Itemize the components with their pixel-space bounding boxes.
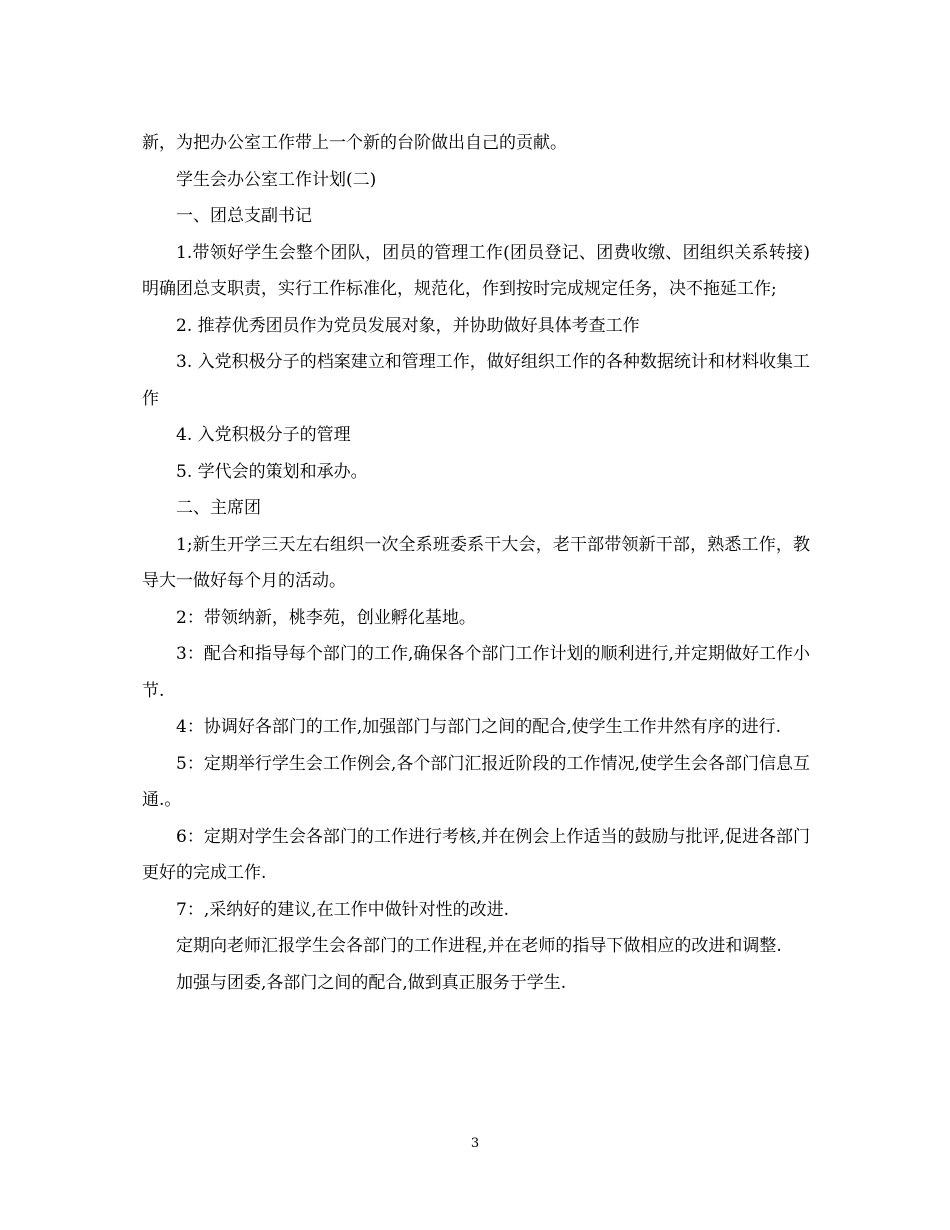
paragraph-9: 二、主席团 — [176, 498, 261, 518]
paragraph-4: 1.带领好学生会整个团队，团员的管理工作(团员登记、团费收缴、团组织关系转接)明确团总支职责，实行工作标准化，规范化，作到按时完成规定任务，决不拖延工作; — [142, 242, 810, 299]
page-number: 3 — [470, 1136, 480, 1151]
paragraph-7: 4. 入党积极分子的管理 — [176, 425, 351, 445]
paragraph-8: 5. 学代会的策划和承办。 — [176, 461, 368, 482]
paragraph-12: 3：配合和指导每个部门的工作,确保各个部门工作计划的顺利进行,并定期做好工作小节. — [142, 644, 810, 701]
paragraph-17: 定期向老师汇报学生会各部门的工作进程,并在老师的指导下做相应的改进和调整. — [176, 936, 782, 956]
paragraph-15: 6：定期对学生会各部门的工作进行考核,并在例会上作适当的鼓励与批评,促进各部门更好的完成工作. — [142, 826, 810, 883]
paragraph-10: 1;新生开学三天左右组织一次全系班委系干大会，老干部带领新干部，熟悉工作，教导大一做好每个月的活动。 — [142, 534, 810, 591]
paragraph-13: 4：协调好各部门的工作,加强部门与部门之间的配合,使学生工作井然有序的进行. — [176, 717, 782, 737]
paragraph-11: 2：带领纳新，桃李苑，创业孵化基地。 — [176, 607, 476, 628]
paragraph-3: 一、团总支副书记 — [176, 206, 312, 226]
paragraph-1: 新，为把办公室工作带上一个新的台阶做出自己的贡献。 — [142, 133, 567, 153]
paragraph-16: 7：,采纳好的建议,在工作中做针对性的改进. — [176, 899, 510, 920]
paragraph-5: 2. 推荐优秀团员作为党员发展对象，并协助做好具体考查工作 — [176, 315, 640, 336]
paragraph-18: 加强与团委,各部门之间的配合,做到真正服务于学生. — [176, 972, 567, 993]
paragraph-14: 5：定期举行学生会工作例会,各个部门汇报近阶段的工作情况,使学生会各部门信息互通.。 — [142, 753, 810, 810]
paragraph-6: 3. 入党积极分子的档案建立和管理工作，做好组织工作的各种数据统计和材料收集工作 — [142, 352, 810, 409]
paragraph-2: 学生会办公室工作计划(二) — [176, 169, 377, 190]
document-body — [142, 125, 810, 1001]
